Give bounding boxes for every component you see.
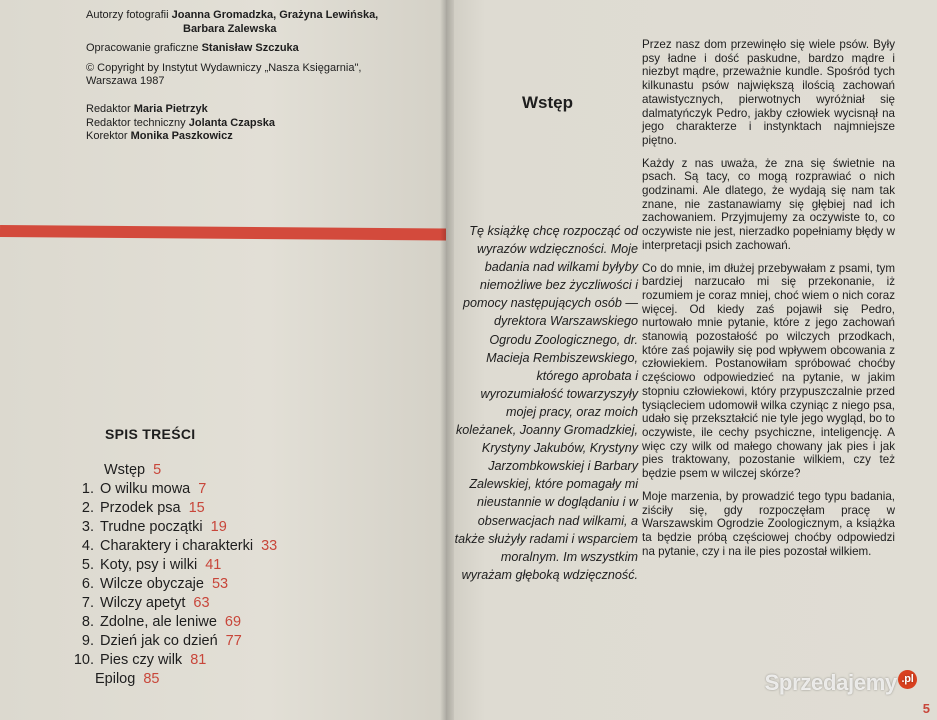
toc-title: SPIS TREŚCI: [105, 426, 196, 442]
book-gutter-shadow: [440, 0, 454, 720]
toc-entry-label: O wilku mowa: [100, 481, 191, 497]
right-page: [446, 0, 937, 720]
toc-entry-page: 77: [225, 633, 242, 649]
toc-entry-number: 8.: [81, 614, 94, 630]
toc-entry-page: 41: [205, 557, 222, 573]
credit-photos: Autorzy fotografii Joanna Gromadzka, Grażyna Lewińska, Barbara Zalewska: [86, 9, 379, 35]
body-paragraph: Co do mnie, im dłużej przebywałam z psami, tym bardziej narzucało mi się przekonanie, iż rozumiem je coraz mniej, choć wiem o nich coraz więcej. Od kiedy zaś pojawił się Pedro, nurtowało mnie pytanie, które z jego zachowań stanowią pozostałość po wilczych przodkach, które zaś pojawiły się pod wpływem obcowania z człowiekiem. Postanowiłam spróbować choćby częściowo odpowiedzieć na pytanie, w jakim stopniu człowiekowi, który przypuszczalnie przed tysiącleciem udomowił wilka czyniąc z niego psa, udało się przekształcić nie tyle jego wygląd, bo to oczywiste, ile cechy psychiczne, inteligencję. A więc czy wilk od małego chowany jak pies i jak pies traktowany, pozostanie wilkiem, czy też będzie psem w wilczej skórze?: [642, 261, 895, 481]
toc-entry-page: 15: [188, 500, 205, 516]
watermark-logo: Sprzedajemy .pl: [765, 670, 917, 696]
toc-entry-label: Wstęp: [104, 462, 146, 478]
toc-entry-label: Przodek psa: [100, 500, 181, 516]
toc-entry-label: Dzień jak co dzień: [100, 633, 218, 649]
toc-entry-page: 85: [143, 671, 160, 687]
red-divider-band: [0, 225, 446, 241]
toc-entry-title: [100, 537, 277, 556]
toc-entry-number: 5.: [81, 557, 94, 573]
toc-entry-title: [100, 556, 221, 575]
toc-entry-title: [100, 518, 227, 537]
toc-entry-title: [104, 461, 161, 480]
toc-entry-title: [100, 499, 205, 518]
toc-entry-page: 81: [190, 652, 207, 668]
body-paragraph: Moje marzenia, by prowadzić tego typu badania, ziściły się, gdy rozpoczęłam pracę w Warszawskim Ogrodzie Zoologicznym, a książka ta będzie próbą częściowej choćby odpowiedzi na pytanie, czy i na ile pies pozostał wilkiem.: [642, 489, 895, 558]
toc-entry-number: 1.: [81, 481, 94, 497]
toc-entry-page: 7: [198, 481, 207, 497]
copyright-notice: © Copyright by Instytut Wydawniczy „Nasza Księgarnia", Warszawa 1987: [86, 61, 362, 88]
toc-entry-title: [100, 594, 210, 613]
toc-entry-page: 69: [224, 614, 242, 630]
toc-entry-label: Wilczy apetyt: [100, 595, 186, 611]
toc-entry-number: 6.: [81, 576, 94, 592]
credit-graphics: Opracowanie graficzne Stanisław Szczuka: [86, 42, 299, 55]
toc-entry-label: Wilcze obyczaje: [100, 576, 204, 592]
body-text-column: [642, 38, 895, 567]
toc-entry-title: [100, 575, 228, 594]
toc-entry-number: 10.: [73, 652, 94, 668]
toc-entry-label: Epilog: [95, 671, 136, 687]
watermark-badge: .pl: [898, 670, 917, 689]
dedication-text: Tę książkę chcę rozpocząć od wyrazów wdzięczności. Moje badania nad wilkami byłyby niemożliwe bez życzliwości i pomocy następujących osób — dyrektora Warszawskiego Ogrodu Zoologicznego, dr. Macieja Rembiszewskiego, którego aprobata i wyrozumiałość towarzyszyły mojej pracy, oraz moich koleżanek, Joanny Gromadzkiej, Krystyny Jakubów, Krystyny Jarzombkowskiej i Barbary Zalewskiej, które pomagały mi nieustannie w doglądaniu i w obserwacjach nad wilkami, a także służyły radami i wsparciem moralnym. Im wszystkim wyrażam głęboką wdzięczność.: [454, 224, 638, 582]
body-paragraph: Przez nasz dom przewinęło się wiele psów. Były psy ładne i dość paskudne, bardzo mądre i niezbyt mądre, przeważnie kundle. Spośród tych kilkunastu psów największą ilością zachowań atawistycznych, pierwotnych wyróżniał się dalmatyńczyk Pedro, jakby człowiek wycisnął na jego charakterze i instynktach najmniejsze piętno.: [642, 38, 895, 147]
page-number: 5: [922, 701, 930, 716]
toc-entry-number: 9.: [81, 633, 94, 649]
toc-entry-title: [95, 670, 159, 689]
toc-entry-title: [100, 651, 206, 670]
toc-entry-number: 3.: [81, 519, 94, 535]
toc-entry-number: 2.: [81, 500, 94, 516]
chapter-heading: Wstęp: [522, 93, 573, 112]
toc-entry-title: [100, 613, 241, 632]
toc-entry-title: [100, 632, 242, 651]
credits-block: [86, 9, 426, 150]
toc-entry-title: [100, 480, 206, 499]
toc-entry-label: Trudne początki: [100, 519, 203, 535]
credit-editors: Redaktor Maria Pietrzyk Redaktor techniczny Jolanta Czapska Korektor Monika Paszkowicz: [86, 102, 275, 143]
left-page: [0, 0, 446, 720]
toc-entry-page: 33: [261, 538, 278, 554]
toc-entry-page: 5: [153, 462, 162, 478]
toc-entry-page: 63: [193, 595, 210, 611]
body-paragraph: Każdy z nas uważa, że zna się świetnie na psach. Są tacy, co mogą rozprawiać o nich godzinami. Ale dlatego, że wydają się nam tak znane, nie zastanawiamy się głębiej nad ich zachowaniem. Przyjmujemy za oczywiste to, co oczywiste nie jest, nierzadko popełniamy błędy w interpretacji psich zachowań.: [642, 156, 895, 252]
toc-entry-number: 7.: [81, 595, 94, 611]
toc-entry-label: Pies czy wilk: [100, 652, 183, 668]
toc-entry-page: 53: [211, 576, 229, 592]
toc-entry-label: Charaktery i charakterki: [100, 538, 254, 554]
toc-entry-number: 4.: [81, 538, 94, 554]
toc-entry-label: Koty, psy i wilki: [100, 557, 198, 573]
toc-entry-label: Zdolne, ale leniwe: [100, 614, 217, 630]
toc-entry-page: 19: [210, 519, 227, 535]
